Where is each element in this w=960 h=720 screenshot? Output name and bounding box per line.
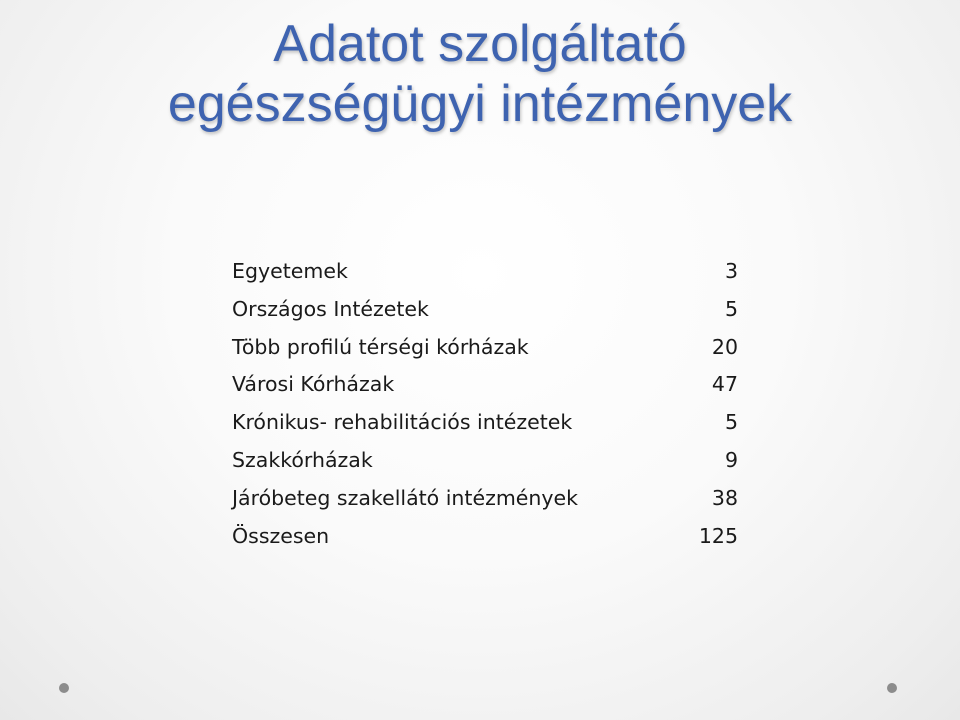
table-row [232, 404, 738, 442]
slide-title-line-2: egészségügyi intézmények [167, 75, 793, 133]
row-label: Egyetemek [232, 259, 348, 283]
row-value: 38 [711, 485, 738, 510]
table-row [232, 329, 738, 367]
row-value-total: 125 [698, 523, 738, 548]
row-label: Több profilú térségi kórházak [232, 334, 529, 359]
row-label: Országos Intézetek [232, 296, 429, 321]
table-row-total [232, 518, 738, 556]
table-row [232, 253, 738, 291]
row-label: Szakkórházak [232, 447, 373, 472]
row-value: 3 [724, 259, 738, 283]
row-value: 5 [724, 410, 738, 435]
institutions-table [232, 253, 738, 555]
slide-title-line-1: Adatot szolgáltató [273, 15, 687, 73]
row-label: Járóbeteg szakellátó intézmények [232, 485, 579, 510]
table-row [232, 291, 738, 329]
row-value: 47 [711, 372, 738, 397]
row-value: 20 [711, 334, 738, 359]
decorative-dot-icon [59, 683, 69, 693]
row-value: 9 [724, 447, 738, 472]
slide-title [0, 14, 960, 134]
row-label: Városi Kórházak [232, 372, 395, 397]
row-label: Krónikus- rehabilitációs intézetek [232, 410, 573, 435]
row-label-total: Összesen [232, 523, 330, 548]
decorative-dot-icon [887, 683, 897, 693]
row-value: 5 [724, 296, 738, 321]
table-row [232, 366, 738, 404]
table-row [232, 442, 738, 480]
table-row [232, 480, 738, 518]
